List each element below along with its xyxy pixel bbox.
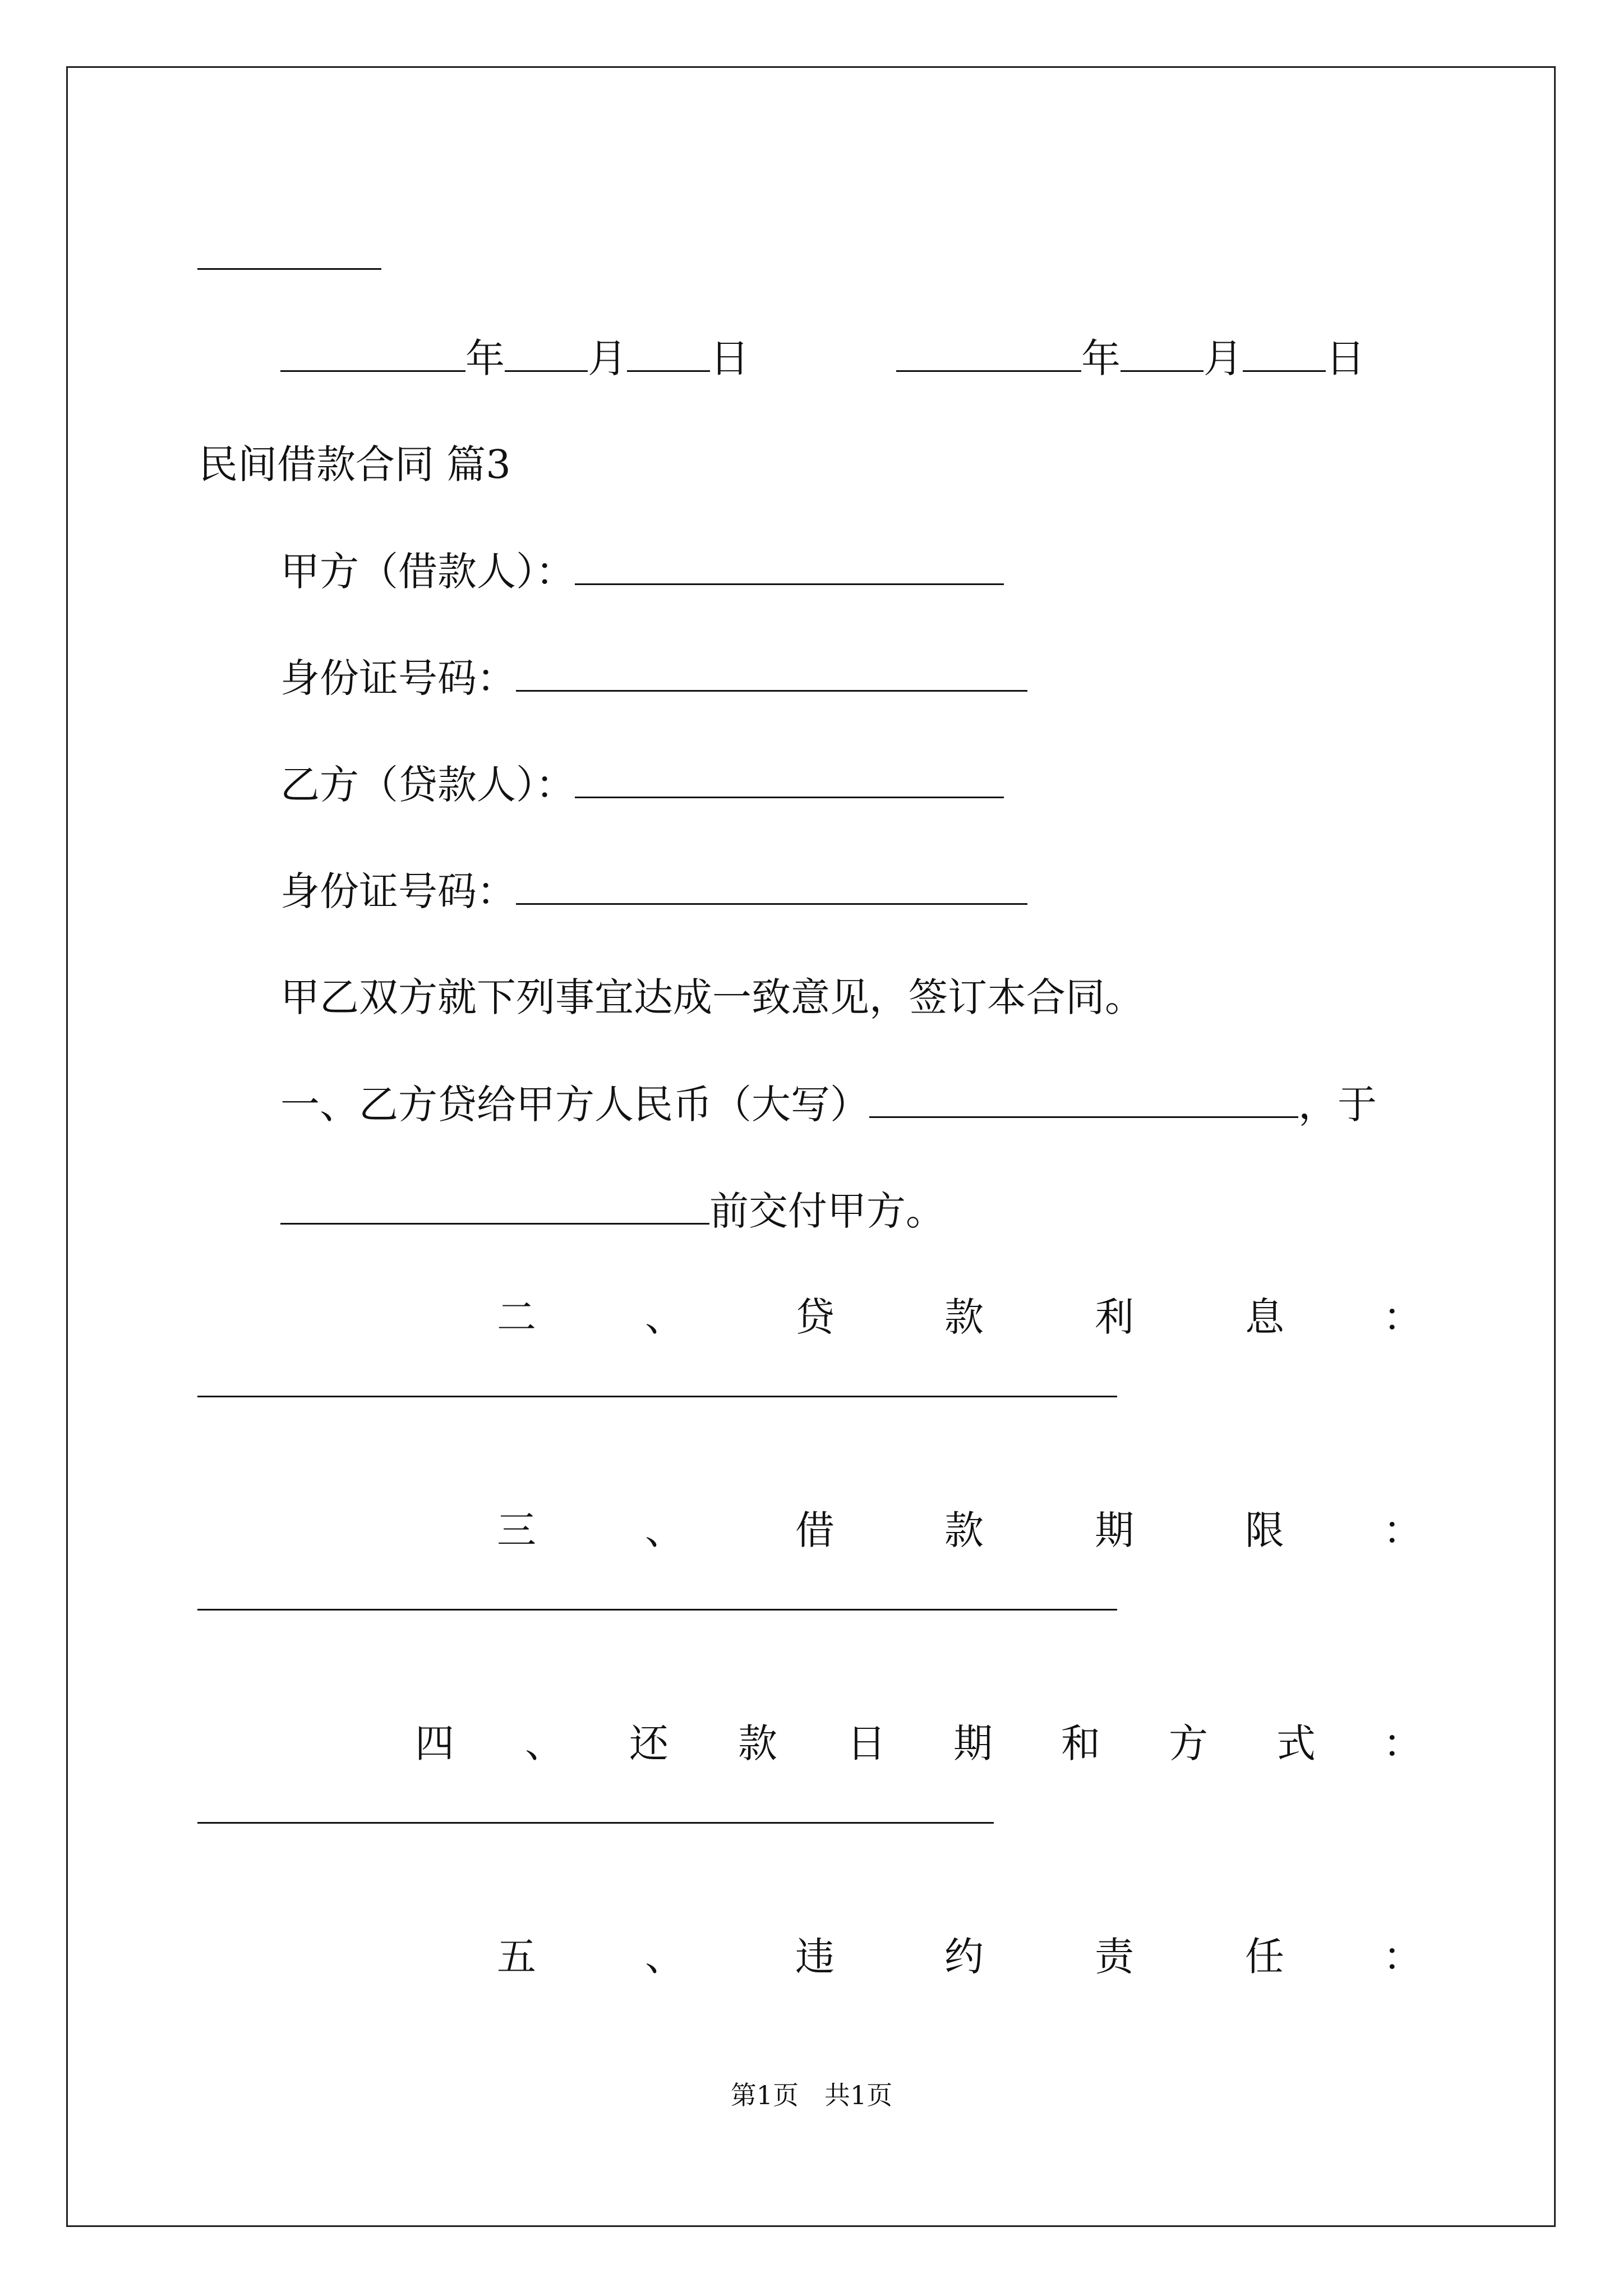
- party-a-id-blank: [516, 650, 1027, 692]
- field-party-a-id: [280, 650, 1027, 706]
- clause-2-char: ：: [1383, 1294, 1422, 1340]
- clause-4-char: 、: [525, 1720, 564, 1766]
- clause-4-char: 四: [415, 1720, 454, 1766]
- date-row: [280, 330, 749, 386]
- clause-3-char: 款: [944, 1507, 984, 1553]
- agreement-text: 甲乙双方就下列事宜达成一致意见，签订本合同。: [280, 974, 1144, 1020]
- date-left-month: 月: [588, 335, 627, 381]
- clause-3: [0, 1502, 1623, 1558]
- signature-blank-top: [197, 268, 381, 270]
- clause-3-char: 三: [497, 1507, 536, 1553]
- date-right-month: 月: [1204, 335, 1243, 381]
- field-label: 身份证号码：: [280, 655, 516, 701]
- party-b-blank: [575, 756, 1004, 798]
- clause-5-char: 责: [1095, 1934, 1134, 1980]
- clause-1: [280, 1076, 1377, 1132]
- clause-2-char: 二: [497, 1294, 536, 1340]
- field-label: 身份证号码：: [280, 868, 516, 914]
- date-right-day: 日: [1326, 335, 1365, 381]
- clause-1-continuation: [280, 1182, 945, 1239]
- clause-4-blank: [197, 1822, 994, 1824]
- clause-5-char: 五: [497, 1934, 536, 1980]
- clause-5: [0, 1929, 1623, 1985]
- field-party-b-id: [280, 863, 1027, 919]
- field-label: 甲方（借款人）：: [280, 549, 575, 595]
- field-party-b: [280, 756, 1004, 812]
- clause-1-amount-blank: [869, 1076, 1298, 1118]
- clause-3-char: ：: [1383, 1507, 1422, 1553]
- clause-1-date-blank: [280, 1182, 709, 1225]
- clause-4: [0, 1715, 1623, 1772]
- date-row-right: [896, 330, 1365, 386]
- clause-4-char: 期: [953, 1720, 993, 1766]
- clause-5-char: ：: [1383, 1934, 1422, 1980]
- clause-4-char: 款: [738, 1720, 777, 1766]
- date-left-year: 年: [465, 335, 505, 381]
- clause-1-prefix: 一、乙方贷给甲方人民币（大写）: [280, 1082, 869, 1128]
- clause-2: [0, 1289, 1623, 1345]
- clause-4-char: 方: [1169, 1720, 1208, 1766]
- clause-4-char: 式: [1276, 1720, 1316, 1766]
- clause-2-char: 贷: [795, 1294, 834, 1340]
- clause-1-continuation-text: 前交付甲方。: [709, 1188, 945, 1234]
- clause-4-char: 日: [847, 1720, 886, 1766]
- party-b-id-blank: [516, 863, 1027, 905]
- clause-5-char: 约: [944, 1934, 984, 1980]
- date-right-year: 年: [1081, 335, 1121, 381]
- clause-2-char: 息: [1245, 1294, 1284, 1340]
- clause-4-char: ：: [1383, 1720, 1422, 1766]
- clause-3-char: 限: [1245, 1507, 1284, 1553]
- clause-2-blank: [197, 1396, 1117, 1397]
- clause-3-char: 借: [795, 1507, 834, 1553]
- clause-2-char: 利: [1095, 1294, 1134, 1340]
- clause-3-char: 、: [645, 1507, 684, 1553]
- party-a-blank: [575, 543, 1004, 585]
- page-footer: 第1页 共1页: [730, 2080, 893, 2110]
- clause-5-char: 违: [795, 1934, 834, 1980]
- clause-3-char: 期: [1095, 1507, 1134, 1553]
- section-title: 民间借款合同 篇3: [199, 441, 511, 487]
- field-party-a: [280, 543, 1004, 599]
- clause-2-char: 款: [944, 1294, 984, 1340]
- clause-4-char: 还: [629, 1720, 668, 1766]
- date-left-day: 日: [710, 335, 749, 381]
- field-label: 乙方（贷款人）：: [280, 762, 575, 808]
- page-border: [66, 66, 1556, 2227]
- clause-5-char: 、: [645, 1934, 684, 1980]
- clause-2-char: 、: [645, 1294, 684, 1340]
- clause-5-char: 任: [1245, 1934, 1284, 1980]
- clause-3-blank: [197, 1609, 1117, 1611]
- clause-4-char: 和: [1061, 1720, 1100, 1766]
- clause-1-suffix: ，于: [1298, 1082, 1377, 1128]
